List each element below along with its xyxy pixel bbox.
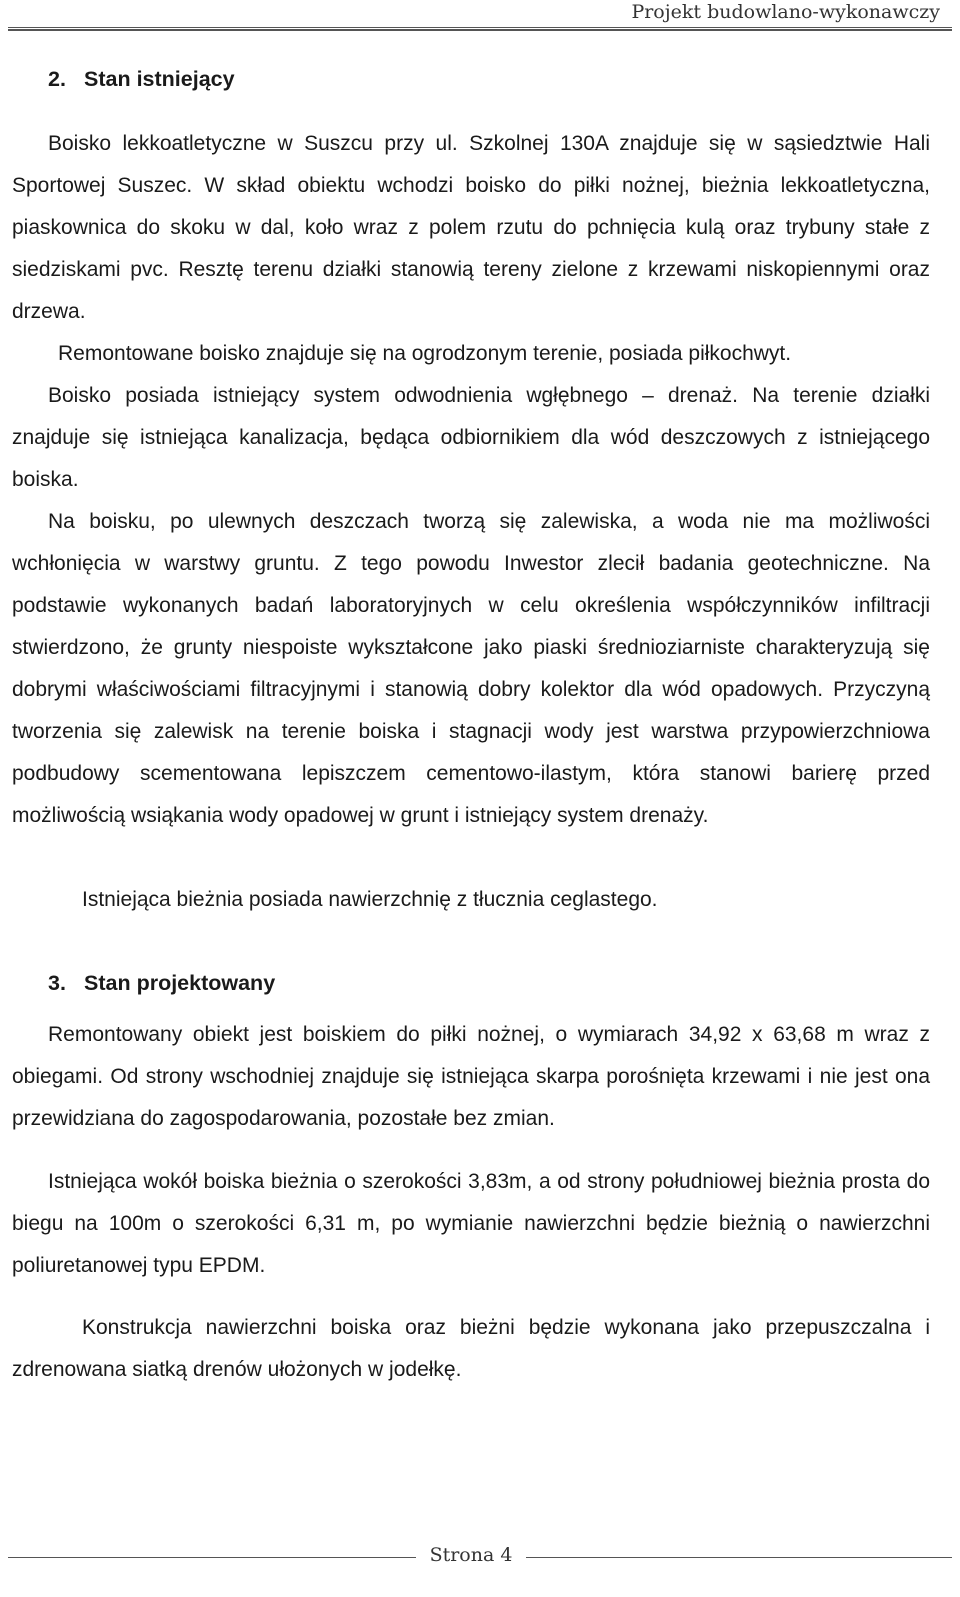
paragraph: Remontowane boisko znajduje się na ogrodzonym terenie, posiada piłkochwyt. [58,342,792,365]
paragraph: Na boisku, po ulewnych deszczach tworzą się zalewiska, a woda nie ma możliwości wchłonięcia w warstwy gruntu. Z tego powodu Inwestor zlecił badania geotechniczne. Na podstawie wykonanych badań laboratoryjnych w celu określenia współczynników infiltracji stwierdzono, że grunty niespoiste wykształcone jako piaski średnioziarniste charakteryzują się dobrymi właściwościami filtracyjnymi i stanowią dobry kolektor dla wód opadowych. Przyczyną tworzenia się zalewisk na terenie boiska i stagnacji wody jest warstwa przypowierzchniowa podbudowy scementowana lepiszczem cementowo-ilastym, która stanowi barierę przed możliwością wsiąkania wody opadowej w grunt i istniejący system drenaży. [12,510,930,827]
section-heading-2 [48,64,235,94]
page-number: Strona 4 [429,1544,513,1566]
paragraph: Istniejąca bieżnia posiada nawierzchnię z tłucznia ceglastego. [82,888,658,911]
footer-rule [526,1557,952,1558]
paragraph: Istniejąca wokół boiska bieżnia o szerokości 3,83m, a od strony południowej bieżnia prosta do biegu na 100m o szerokości 6,31 m, po wymianie nawierzchni będzie bieżnią o nawierzchni poliuretanowej typu EPDM. [12,1170,930,1277]
paragraph: Konstrukcja nawierzchni boiska oraz bieżni będzie wykonana jako przepuszczalna i zdrenowana siatką drenów ułożonych w jodełkę. [12,1316,930,1381]
section-heading-3 [48,968,275,998]
section-title: Stan istniejący [84,67,235,91]
footer-rule [8,1557,416,1558]
paragraph: Remontowany obiekt jest boiskiem do piłki nożnej, o wymiarach 34,92 x 63,68 m wraz z obiegami. Od strony wschodniej znajduje się istniejąca skarpa porośnięta krzewami i nie jest ona przewidziana do zagospodarowania, pozostałe bez zmian. [12,1023,930,1130]
paragraph: Boisko lekkoatletyczne w Suszcu przy ul. Szkolnej 130A znajduje się w sąsiedztwie Hali Sportowej Suszec. W skład obiektu wchodzi boisko do piłki nożnej, bieżnia lekkoatletyczna, piaskownica do skoku w dal, koło wraz z polem rzutu do pchnięcia kulą oraz trybuny stałe z siedziskami pvc. Resztę terenu działki stanowią tereny zielone z krzewami niskopiennymi oraz drzewa. [12,132,930,323]
section-number: 2. [48,67,66,91]
section-title: Stan projektowany [84,971,276,995]
header-rule [8,27,952,31]
section-number: 3. [48,971,66,995]
running-header-title: Projekt budowlano-wykonawczy [631,1,940,23]
paragraph: Boisko posiada istniejący system odwodnienia wgłębnego – drenaż. Na terenie działki znajduje się istniejąca kanalizacja, będąca odbiornikiem dla wód deszczowych z istniejącego boiska. [12,384,930,491]
